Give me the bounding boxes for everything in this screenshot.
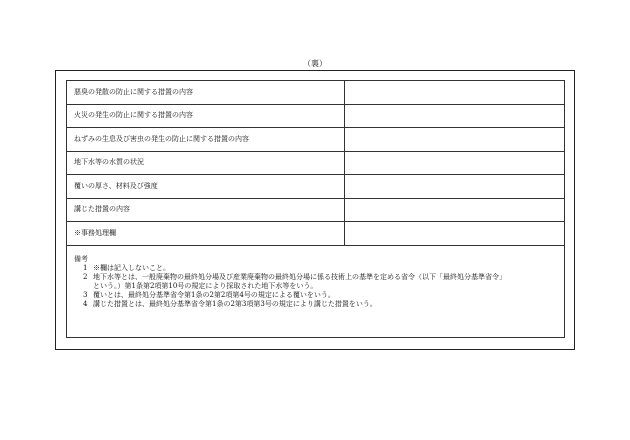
row-value-measures-taken[interactable] [345,198,565,222]
row-fire-prevention [67,104,565,128]
row-cover-specs [67,175,565,199]
notes-row [67,245,565,338]
row-value-odor-prevention[interactable] [345,81,565,105]
row-value-groundwater-quality[interactable] [345,151,565,175]
row-label-cover-specs: 覆いの厚さ、材料及び強度 [67,175,345,199]
notes-cell [67,245,565,338]
row-value-cover-specs[interactable] [345,175,565,199]
row-pest-prevention [67,128,565,152]
note-item [74,273,564,291]
row-label-fire-prevention: 火災の発生の防止に関する措置の内容 [67,104,345,128]
note-item [74,300,564,309]
note-item [74,264,564,273]
row-label-groundwater-quality: 地下水等の水質の状況 [67,151,345,175]
row-value-pest-prevention[interactable] [345,128,565,152]
form-table [66,80,565,338]
row-value-fire-prevention[interactable] [345,104,565,128]
note-item [74,291,564,300]
row-measures-taken [67,198,565,222]
note-number: 2 [83,272,88,281]
row-groundwater-quality [67,151,565,175]
note-number: 4 [83,300,88,309]
row-value-office-use [345,222,565,246]
row-label-measures-taken: 講じた措置の内容 [67,198,345,222]
row-label-office-use: ※事務処理欄 [67,222,345,246]
note-number: 1 [83,263,88,272]
note-text: 覆いとは、最終処分基準省令第1条の2第2項第4号の規定による覆いをいう。 [93,291,335,300]
note-text: 講じた措置とは、最終処分基準省令第1条の2第3項第3号の規定により講じた措置をいう。 [93,300,377,309]
note-number: 3 [83,291,88,300]
row-odor-prevention [67,81,565,105]
notes-title: 備考 [74,254,88,263]
row-label-pest-prevention: ねずみの生息及び害虫の発生の防止に関する措置の内容 [67,128,345,152]
notes-list [74,264,564,310]
row-office-use [67,222,565,246]
note-text: ※欄は記入しないこと。 [93,263,170,272]
row-label-odor-prevention: 悪臭の発散の防止に関する措置の内容 [67,81,345,105]
page-side-label: （裏） [303,59,327,68]
note-text: 地下水等とは、一般廃棄物の最終処分場及び産業廃棄物の最終処分場に係る技術上の基準を定める省令（以下「最終処分基準省令」 という。）第1条第2項第10号の規定により採取された地下水等をいう。 [93,272,506,290]
